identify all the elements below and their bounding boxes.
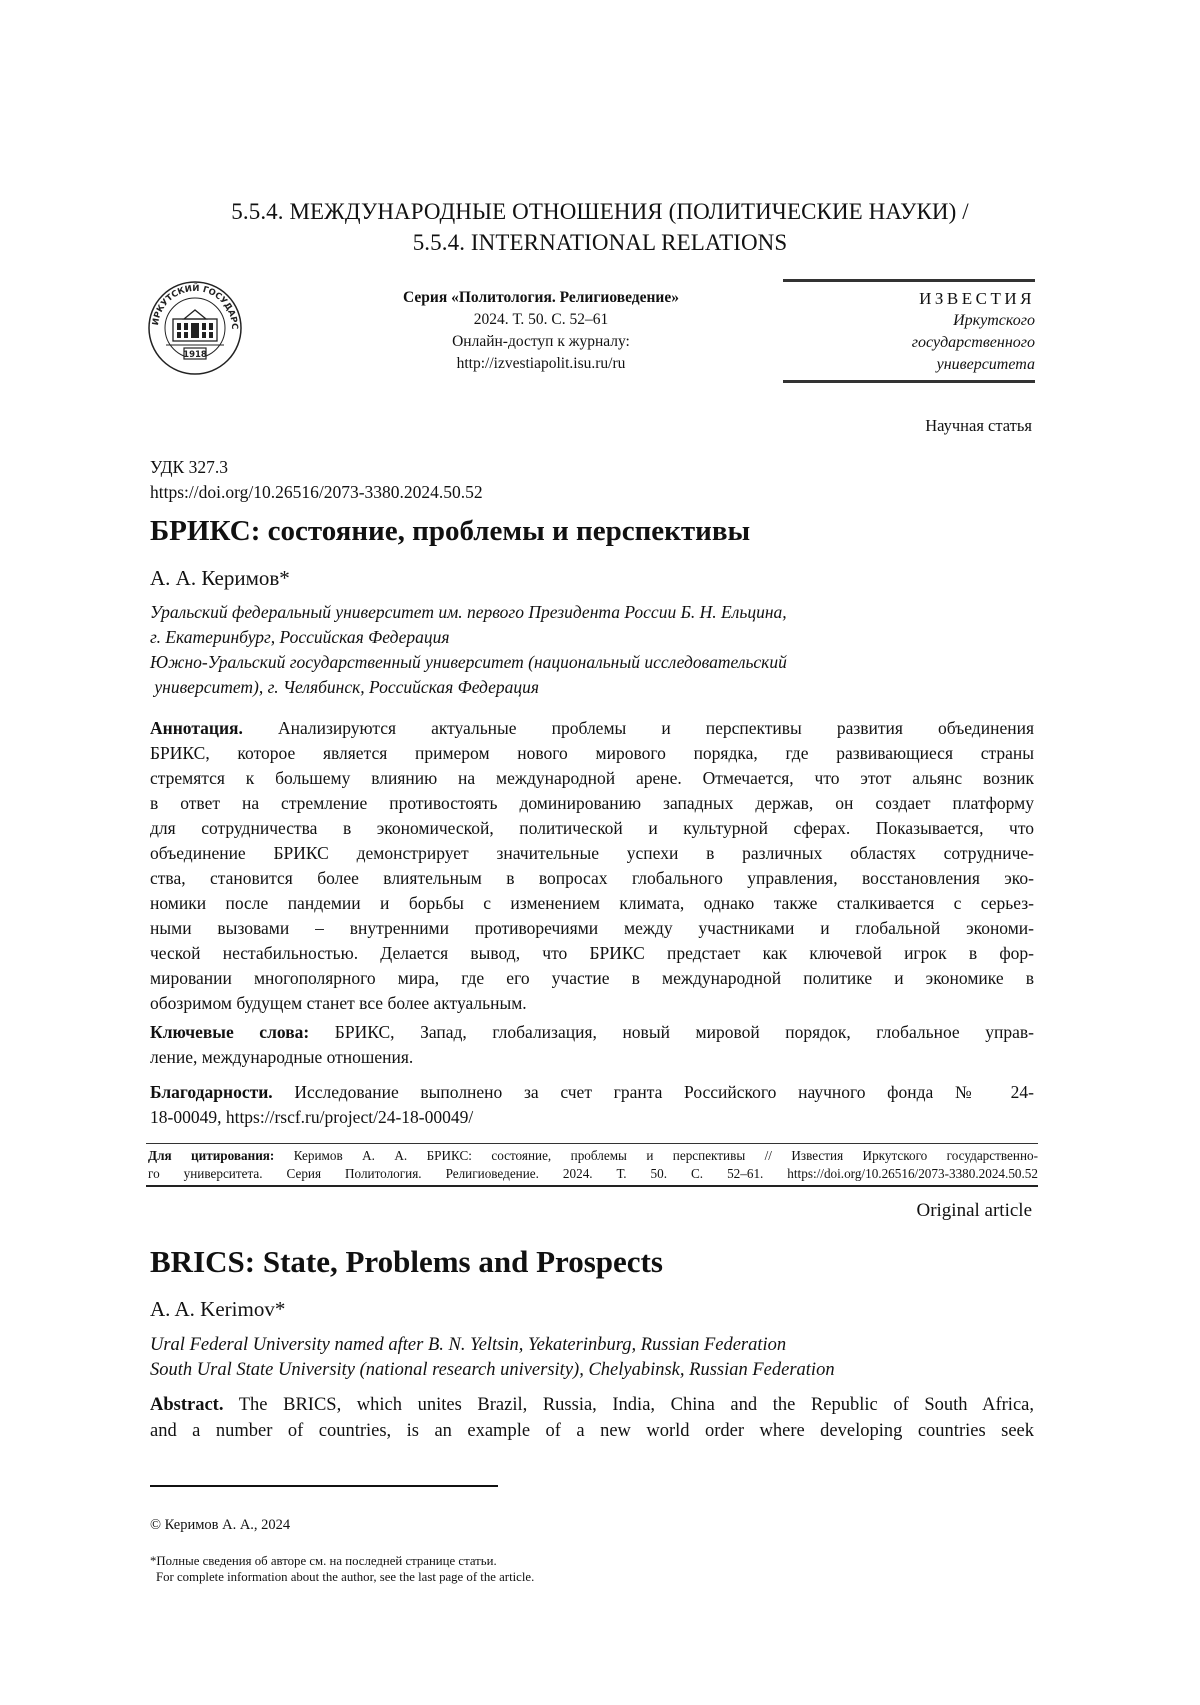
- abstract-line: номики после пандемии и борьбы с изменением климата, однако также сталкивается с серьез-: [150, 893, 1034, 913]
- section-heading-ru: 5.5.4. МЕЖДУНАРОДНЫЕ ОТНОШЕНИЯ (ПОЛИТИЧЕСКИЕ НАУКИ) /: [231, 199, 969, 224]
- series-online-label: Онлайн-доступ к журналу:: [452, 333, 630, 350]
- author-en: A. A. Kerimov*: [150, 1297, 286, 1321]
- abstract-line: Аннотация. Анализируются актуальные проблемы и перспективы развития объединения: [150, 718, 1034, 738]
- affiliation-line: Ural Federal University named after B. N. Yeltsin, Yekaterinburg, Russian Federation: [150, 1335, 787, 1355]
- series-issue: 2024. Т. 50. С. 52–61: [473, 311, 609, 328]
- article-type-ru: Научная статья: [925, 416, 1032, 435]
- abstract-line: в ответ на стремление противостоять доминированию западных держав, он создает платформу: [150, 793, 1034, 813]
- abstract-line: стремятся к большему влиянию на международной арене. Отмечается, что этот альянс возник: [150, 768, 1034, 788]
- abstract-line: для сотрудничества в экономической, политической и культурной сферах. Показывается, что: [150, 818, 1034, 838]
- footnote-en: For complete information about the author, see the last page of the article.: [156, 1570, 535, 1584]
- journal-name-line3: государственного: [911, 334, 1035, 351]
- udk-code: УДК 327.3: [150, 457, 228, 477]
- series-url[interactable]: http://izvestiapolit.isu.ru/ru: [456, 355, 626, 372]
- abstract-line: мировании многополярного мира, где его участие в международной политике и экономике в: [150, 968, 1034, 988]
- author-ru: А. А. Керимов*: [150, 566, 290, 590]
- svg-text:1918: 1918: [183, 350, 207, 360]
- keywords-label: Ключевые слова:: [150, 1022, 310, 1042]
- journal-name-line4: университета: [936, 356, 1035, 373]
- abstract-line: ческой нестабильностью. Делается вывод, что БРИКС предстает как ключевой игрок в фор-: [150, 943, 1034, 963]
- journal-name-top: ИЗВЕСТИЯ: [919, 289, 1035, 308]
- copyright: © Керимов А. А., 2024: [150, 1517, 291, 1533]
- affiliation-line: South Ural State University (national research university), Chelyabinsk, Russian Federation: [150, 1360, 835, 1380]
- citation-block: Для цитирования: Керимов А. А. БРИКС: состояние, проблемы и перспективы // Известия Иркутского государственно- го университета. Серия Политология. Религиоведение. 2024. Т. 50. С. 52–61. https://doi.org/10.26516/2073-3380.2024.50.52: [146, 1143, 1038, 1187]
- affiliations-en: [150, 1333, 1050, 1383]
- abstract-en-label: Abstract.: [150, 1395, 224, 1415]
- acknowledgements-label: Благодарности.: [150, 1082, 273, 1102]
- footnote-ru: *Полные сведения об авторе см. на последней странице статьи.: [150, 1554, 497, 1568]
- abstract-en: Abstract. The BRICS, which unites Brazil, Russia, India, China and the Republic of South Africa, and a number of countries, is an example of a new world order where developing countries seek: [150, 1395, 1034, 1441]
- section-heading: [150, 196, 1050, 258]
- affiliations-ru: [150, 600, 1050, 700]
- series-info: [372, 287, 710, 375]
- abstract-ru: [150, 716, 1034, 1016]
- affiliation-line: университет), г. Челябинск, Российская Федерация: [150, 677, 540, 697]
- citation-label: Для цитирования:: [148, 1148, 275, 1163]
- title-ru: БРИКС: состояние, проблемы и перспективы: [150, 515, 751, 547]
- affiliation-line: Уральский федеральный университет им. первого Президента России Б. Н. Ельцина,: [150, 602, 787, 622]
- section-heading-en: 5.5.4. INTERNATIONAL RELATIONS: [412, 230, 788, 255]
- keywords-ru: Ключевые слова: БРИКС, Запад, глобализация, новый мировой порядок, глобальное управ- ление, международные отношения.: [150, 1022, 1034, 1067]
- affiliation-line: г. Екатеринбург, Российская Федерация: [150, 627, 450, 647]
- abstract-line: обозримом будущем станет все более актуальным.: [150, 993, 527, 1013]
- series-title: Серия «Политология. Религиоведение»: [403, 289, 679, 306]
- udk-doi-block: [150, 455, 483, 505]
- doi-link[interactable]: https://doi.org/10.26516/2073-3380.2024.50.52: [150, 482, 483, 502]
- abstract-line: БРИКС, которое является примером нового мирового порядка, где развивающиеся страны: [150, 743, 1034, 763]
- journal-name-line2: Иркутского: [953, 312, 1035, 329]
- acknowledgements-ru: Благодарности. Исследование выполнено за счет гранта Российского научного фонда № 24- 18-00049, https://rscf.ru/project/24-18-00049/: [150, 1082, 1034, 1127]
- article-type-en: Original article: [916, 1200, 1032, 1221]
- footnote-divider: [150, 1485, 498, 1487]
- university-seal-icon: [146, 279, 244, 377]
- abstract-label: Аннотация.: [150, 718, 243, 738]
- abstract-line: ными вызовами – внутренними противоречиями между участниками и глобальной экономи-: [150, 918, 1034, 938]
- abstract-line: объединение БРИКС демонстрирует значительные успехи в различных областях сотрудниче-: [150, 843, 1034, 863]
- affiliation-line: Южно-Уральский государственный университет (национальный исследовательский: [150, 652, 787, 672]
- title-en: BRICS: State, Problems and Prospects: [150, 1244, 663, 1279]
- svg-text:ИРКУТСКИЙ ГОСУДАРСТВЕННЫЙ: ИРКУТСКИЙ ГОСУДАРС: [150, 283, 240, 330]
- author-footnote: [150, 1553, 534, 1585]
- abstract-line: ства, становится более влиятельным в вопросах глобального управления, восстановления эко-: [150, 868, 1034, 888]
- journal-name-box: [783, 279, 1035, 383]
